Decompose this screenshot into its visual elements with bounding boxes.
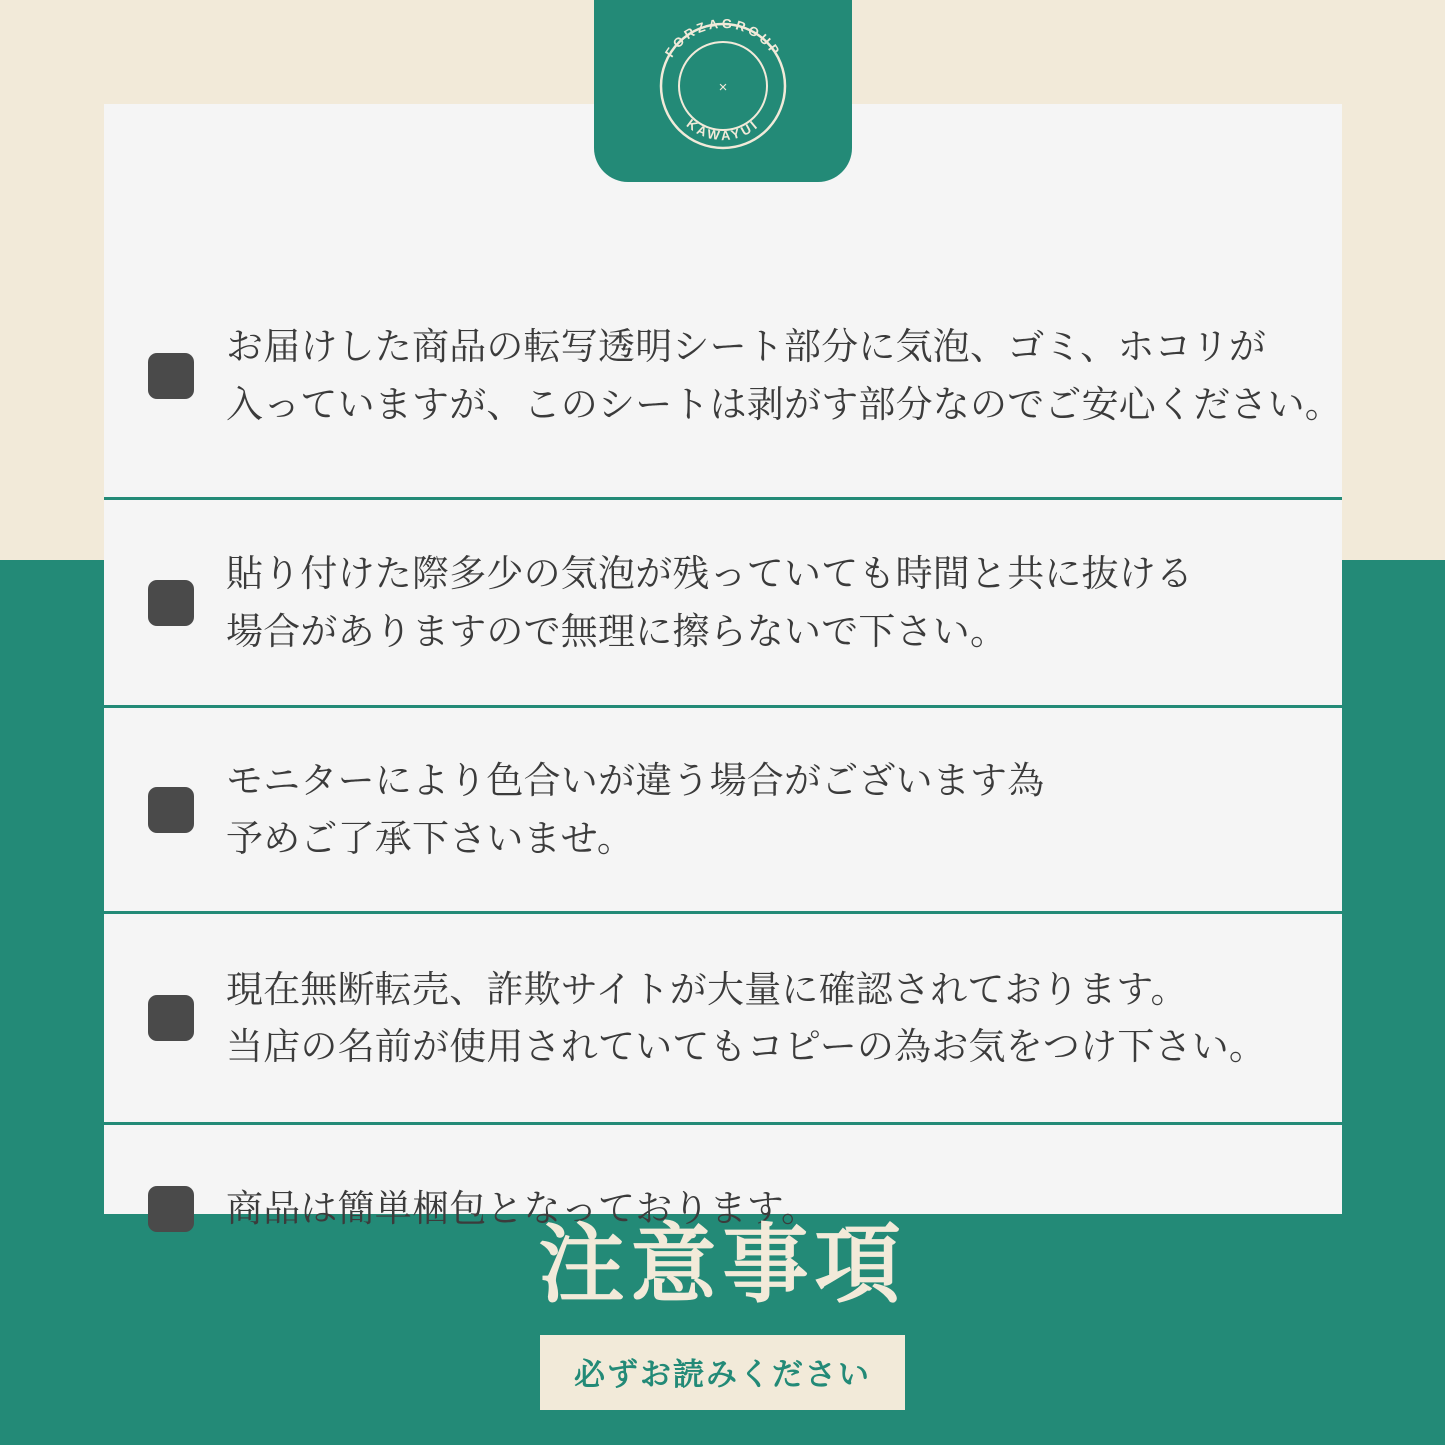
svg-text:KAWAYUI: KAWAYUI (683, 115, 762, 144)
notice-line: 場合がありますので無理に擦らないで下さい。 (226, 610, 1008, 652)
notice-line: モニターにより色合いが違う場合がございます為 (226, 760, 1045, 802)
notice-text (226, 961, 1266, 1076)
footer-section (0, 1218, 1445, 1410)
square-bullet-icon (148, 995, 194, 1041)
notice-text (226, 545, 1193, 660)
brand-badge (594, 0, 852, 182)
status-badge: 必ずお読みください (540, 1335, 905, 1410)
notices-list (104, 254, 1342, 1293)
page-title: 注意事項 (538, 1217, 907, 1313)
notice-line: 当店の名前が使用されていてもコピーの為お気をつけ下さい。 (226, 1026, 1267, 1067)
notices-card (104, 104, 1342, 1230)
square-bullet-icon (148, 353, 194, 399)
svg-text:FORZAGROUP: FORZAGROUP (661, 15, 784, 60)
svg-text:×: × (718, 79, 727, 96)
notice-line: 現在無断転売、詐欺サイトが大量に確認されております。 (226, 968, 1188, 1010)
notice-line: 入っていますが、このシートは剥がす部分なのでご安心ください。 (226, 383, 1342, 425)
notice-text (226, 318, 1342, 433)
list-item (104, 500, 1342, 708)
square-bullet-icon (148, 580, 194, 626)
notice-line: 貼り付けた際多少の気泡が残っていても時間と共に抜ける (226, 553, 1194, 595)
brand-seal-logo (643, 6, 803, 166)
notice-line: お届けした商品の転写透明シート部分に気泡、ゴミ、ホコリが (226, 326, 1267, 368)
notice-line: 商品は簡単梱包となっております。 (226, 1188, 819, 1230)
notice-text (226, 752, 1044, 867)
square-bullet-icon (148, 787, 194, 833)
list-item (104, 708, 1342, 914)
list-item (104, 254, 1342, 500)
list-item (104, 914, 1342, 1125)
notice-line: 予めご了承下さいませ。 (226, 817, 635, 859)
